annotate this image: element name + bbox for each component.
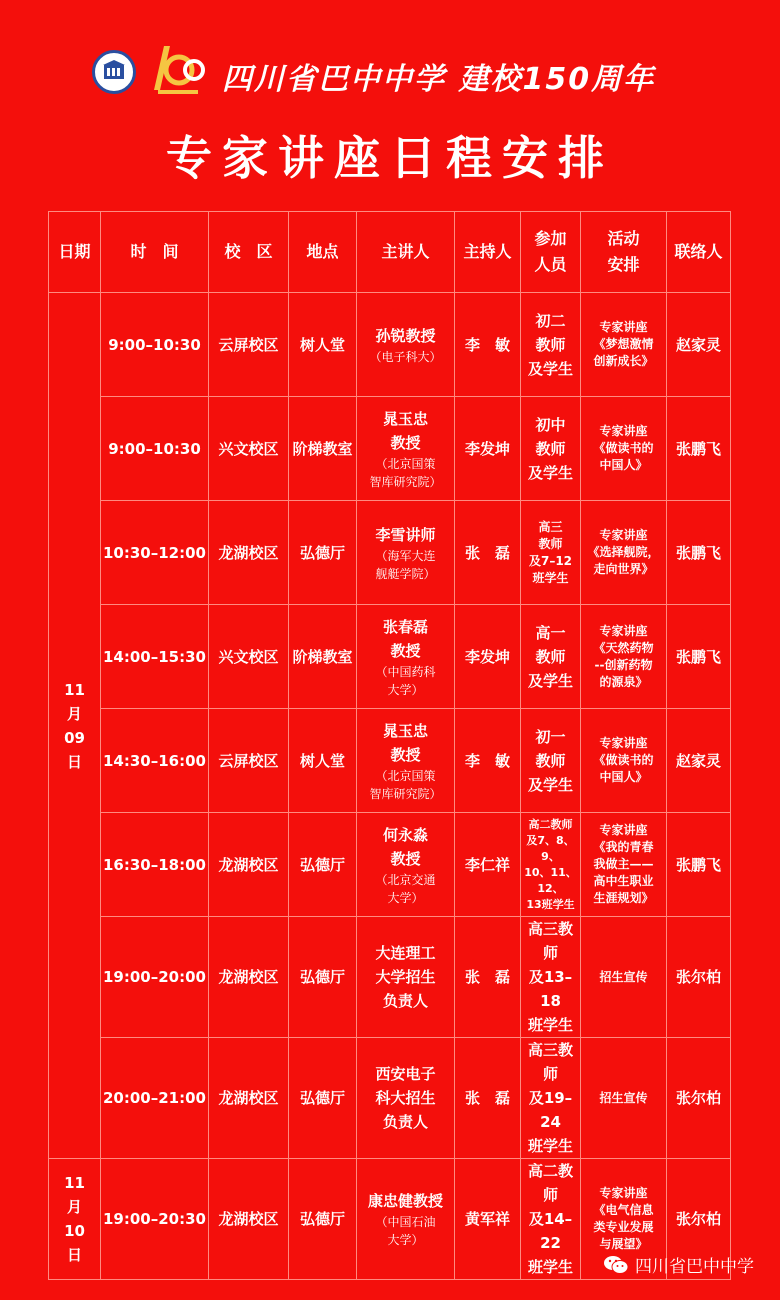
contact-text: 张尔柏 xyxy=(675,1089,721,1107)
audience-text: 高二教师 及7、8、9、 10、11、12、 13班学生 xyxy=(524,817,577,911)
host-text: 张 磊 xyxy=(464,968,510,986)
time-cell xyxy=(101,1038,209,1159)
table-row xyxy=(49,293,731,397)
time-cell xyxy=(101,605,209,709)
place-cell xyxy=(289,605,357,709)
table-header-row xyxy=(49,212,731,293)
table-row xyxy=(49,501,731,605)
wechat-account-name: 四川省巴中中学 xyxy=(635,1257,754,1277)
speaker-org-text: （北京国策 智库研究院） xyxy=(369,456,442,489)
speaker-org-text: （海军大连 舰艇学院） xyxy=(375,548,436,581)
activity-cell xyxy=(581,1038,667,1159)
activity-text: 专家讲座 《我的青春 我做主—— 高中生职业 生涯规划》 xyxy=(593,823,654,905)
contact-cell xyxy=(667,293,731,397)
place-text: 弘德厅 xyxy=(299,855,345,874)
audience-cell xyxy=(521,397,581,501)
place-text: 树人堂 xyxy=(299,751,345,770)
speaker-cell xyxy=(357,917,455,1038)
speaker-cell xyxy=(357,709,455,813)
activity-text: 专家讲座 《做读书的 中国人》 xyxy=(593,424,654,472)
time-text: 9:00–10:30 xyxy=(108,335,201,354)
host-cell xyxy=(455,293,521,397)
header-contact: 联络人 xyxy=(667,212,731,293)
speaker-cell xyxy=(357,397,455,501)
activity-text: 招生宣传 xyxy=(599,1090,648,1105)
campus-cell xyxy=(209,917,289,1038)
place-cell xyxy=(289,917,357,1038)
host-text: 黄军祥 xyxy=(464,1210,510,1228)
place-cell xyxy=(289,397,357,501)
place-cell xyxy=(289,293,357,397)
speaker-text: 西安电子 科大招生 负责人 xyxy=(375,1065,436,1131)
contact-text: 张鹏飞 xyxy=(675,543,721,562)
contact-text: 张鹏飞 xyxy=(675,439,721,458)
speaker-cell xyxy=(357,813,455,917)
activity-text: 招生宣传 xyxy=(599,969,648,984)
audience-cell xyxy=(521,501,581,605)
table-row xyxy=(49,397,731,501)
speaker-text: 康忠健教授 xyxy=(367,1192,443,1210)
contact-cell xyxy=(667,709,731,813)
contact-text: 张尔柏 xyxy=(675,1210,721,1228)
host-cell xyxy=(455,917,521,1038)
contact-text: 赵家灵 xyxy=(675,335,721,354)
campus-text: 龙湖校区 xyxy=(218,855,279,874)
host-text: 李仁祥 xyxy=(464,855,510,874)
audience-cell xyxy=(521,1038,581,1159)
header-speaker: 主讲人 xyxy=(357,212,455,293)
time-cell xyxy=(101,813,209,917)
audience-text: 高二教师 及14–22 班学生 xyxy=(527,1162,573,1276)
date-cell xyxy=(49,293,101,1159)
date-text: 11 月 10 日 xyxy=(64,1174,85,1264)
header-campus: 校 区 xyxy=(209,212,289,293)
speaker-cell xyxy=(357,605,455,709)
contact-cell xyxy=(667,917,731,1038)
speaker-org-text: （电子科大） xyxy=(369,349,442,364)
speaker-org-text: （北京国策 智库研究院） xyxy=(369,768,442,801)
time-cell xyxy=(101,917,209,1038)
contact-cell xyxy=(667,813,731,917)
activity-text: 专家讲座 《梦想激情 创新成长》 xyxy=(593,320,654,368)
time-text: 19:00–20:30 xyxy=(103,1210,206,1228)
speaker-text: 孙锐教授 xyxy=(375,326,436,345)
header-place: 地点 xyxy=(289,212,357,293)
place-cell xyxy=(289,709,357,813)
table-row xyxy=(49,605,731,709)
contact-text: 张鹏飞 xyxy=(675,855,721,874)
audience-cell xyxy=(521,917,581,1038)
host-cell xyxy=(455,813,521,917)
campus-cell xyxy=(209,605,289,709)
page-title: 专家讲座日程安排 xyxy=(166,131,614,185)
table-row xyxy=(49,813,731,917)
campus-text: 龙湖校区 xyxy=(218,1210,279,1228)
campus-text: 云屏校区 xyxy=(218,751,279,770)
place-text: 树人堂 xyxy=(299,335,345,354)
host-cell xyxy=(455,397,521,501)
anniversary-150-logo xyxy=(146,40,206,98)
time-text: 19:00–20:00 xyxy=(103,968,206,986)
header xyxy=(0,40,780,110)
speaker-cell xyxy=(357,1159,455,1280)
speaker-cell xyxy=(357,293,455,397)
campus-cell xyxy=(209,1038,289,1159)
header-audience: 参加 人员 xyxy=(521,212,581,293)
activity-cell xyxy=(581,397,667,501)
speaker-cell xyxy=(357,501,455,605)
table-row xyxy=(49,917,731,1038)
campus-text: 兴文校区 xyxy=(218,647,279,666)
contact-text: 张鹏飞 xyxy=(675,647,721,666)
school-emblem-logo xyxy=(92,50,136,94)
time-text: 14:30–16:00 xyxy=(103,751,206,770)
place-text: 弘德厅 xyxy=(299,968,345,986)
host-text: 张 磊 xyxy=(464,543,510,562)
campus-cell xyxy=(209,709,289,813)
speaker-text: 李雪讲师 xyxy=(375,525,436,544)
contact-text: 赵家灵 xyxy=(675,751,721,770)
audience-text: 高三教师 及19–24 班学生 xyxy=(527,1041,573,1155)
host-text: 李发坤 xyxy=(464,647,510,666)
audience-cell xyxy=(521,293,581,397)
activity-cell xyxy=(581,917,667,1038)
place-text: 弘德厅 xyxy=(299,543,345,562)
activity-text: 专家讲座 《做读书的 中国人》 xyxy=(593,736,654,784)
campus-cell xyxy=(209,501,289,605)
audience-cell xyxy=(521,605,581,709)
campus-text: 龙湖校区 xyxy=(218,543,279,562)
speaker-org-text: （北京交通 大学） xyxy=(375,872,436,905)
place-cell xyxy=(289,1038,357,1159)
time-cell xyxy=(101,397,209,501)
activity-cell xyxy=(581,813,667,917)
place-text: 弘德厅 xyxy=(299,1210,345,1228)
campus-text: 云屏校区 xyxy=(218,335,279,354)
header-activity: 活动 安排 xyxy=(581,212,667,293)
contact-cell xyxy=(667,397,731,501)
campus-cell xyxy=(209,1159,289,1280)
campus-text: 兴文校区 xyxy=(218,439,279,458)
place-cell xyxy=(289,813,357,917)
host-text: 李 敏 xyxy=(464,751,510,770)
contact-cell xyxy=(667,605,731,709)
speaker-text: 何永淼 教授 xyxy=(382,825,428,868)
table-row xyxy=(49,1038,731,1159)
audience-text: 初中 教师 及学生 xyxy=(527,415,573,482)
host-cell xyxy=(455,1038,521,1159)
contact-cell xyxy=(667,1038,731,1159)
place-cell xyxy=(289,501,357,605)
activity-text: 专家讲座 《电气信息 类专业发展 与展望》 xyxy=(593,1186,654,1251)
schedule-table xyxy=(48,211,731,1280)
time-text: 14:00–15:30 xyxy=(103,647,206,666)
wechat-account-footer xyxy=(603,1252,754,1277)
speaker-cell xyxy=(357,1038,455,1159)
activity-cell xyxy=(581,709,667,813)
activity-cell xyxy=(581,501,667,605)
contact-text: 张尔柏 xyxy=(675,968,721,986)
host-text: 李 敏 xyxy=(464,335,510,354)
host-cell xyxy=(455,501,521,605)
activity-text: 专家讲座 《选择舰院， 走向世界》 xyxy=(587,528,660,576)
contact-cell xyxy=(667,501,731,605)
header-host: 主持人 xyxy=(455,212,521,293)
speaker-text: 张春磊 教授 xyxy=(382,617,428,660)
time-text: 20:00–21:00 xyxy=(103,1089,206,1107)
wechat-icon xyxy=(603,1255,629,1275)
speaker-text: 晁玉忠 教授 xyxy=(382,409,428,452)
time-cell xyxy=(101,501,209,605)
date-cell xyxy=(49,1159,101,1280)
audience-text: 高一 教师 及学生 xyxy=(527,623,573,690)
campus-text: 龙湖校区 xyxy=(218,1089,279,1107)
audience-text: 高三 教师 及7–12 班学生 xyxy=(528,519,573,585)
date-text: 11 月 09 日 xyxy=(64,680,85,771)
time-cell xyxy=(101,1159,209,1280)
audience-cell xyxy=(521,813,581,917)
schedule-body xyxy=(49,293,731,1280)
host-cell xyxy=(455,1159,521,1280)
audience-text: 初二 教师 及学生 xyxy=(527,311,573,378)
campus-cell xyxy=(209,397,289,501)
host-cell xyxy=(455,709,521,813)
time-text: 10:30–12:00 xyxy=(103,543,206,562)
audience-cell xyxy=(521,709,581,813)
campus-cell xyxy=(209,293,289,397)
table-row xyxy=(49,709,731,813)
school-name-heading: 四川省巴中中学 建校150周年 xyxy=(222,62,656,97)
place-cell xyxy=(289,1159,357,1280)
time-cell xyxy=(101,293,209,397)
time-text: 9:00–10:30 xyxy=(108,439,201,458)
header-date: 日期 xyxy=(49,212,101,293)
activity-text: 专家讲座 《天然药物 --创新药物 的源泉》 xyxy=(593,623,654,689)
time-text: 16:30–18:00 xyxy=(103,855,206,874)
place-text: 阶梯教室 xyxy=(292,439,353,458)
place-text: 弘德厅 xyxy=(299,1089,345,1107)
activity-cell xyxy=(581,605,667,709)
audience-cell xyxy=(521,1159,581,1280)
campus-cell xyxy=(209,813,289,917)
time-cell xyxy=(101,709,209,813)
host-text: 李发坤 xyxy=(464,439,510,458)
audience-text: 高三教师 及13–18 班学生 xyxy=(527,920,573,1034)
speaker-org-text: （中国药科 大学） xyxy=(375,664,436,697)
activity-cell xyxy=(581,293,667,397)
speaker-text: 晁玉忠 教授 xyxy=(382,721,428,764)
place-text: 阶梯教室 xyxy=(292,647,353,666)
header-time: 时 间 xyxy=(101,212,209,293)
speaker-text: 大连理工 大学招生 负责人 xyxy=(375,944,436,1010)
speaker-org-text: （中国石油 大学） xyxy=(375,1215,436,1247)
audience-text: 初一 教师 及学生 xyxy=(527,727,573,794)
host-cell xyxy=(455,605,521,709)
campus-text: 龙湖校区 xyxy=(218,968,279,986)
host-text: 张 磊 xyxy=(464,1089,510,1107)
